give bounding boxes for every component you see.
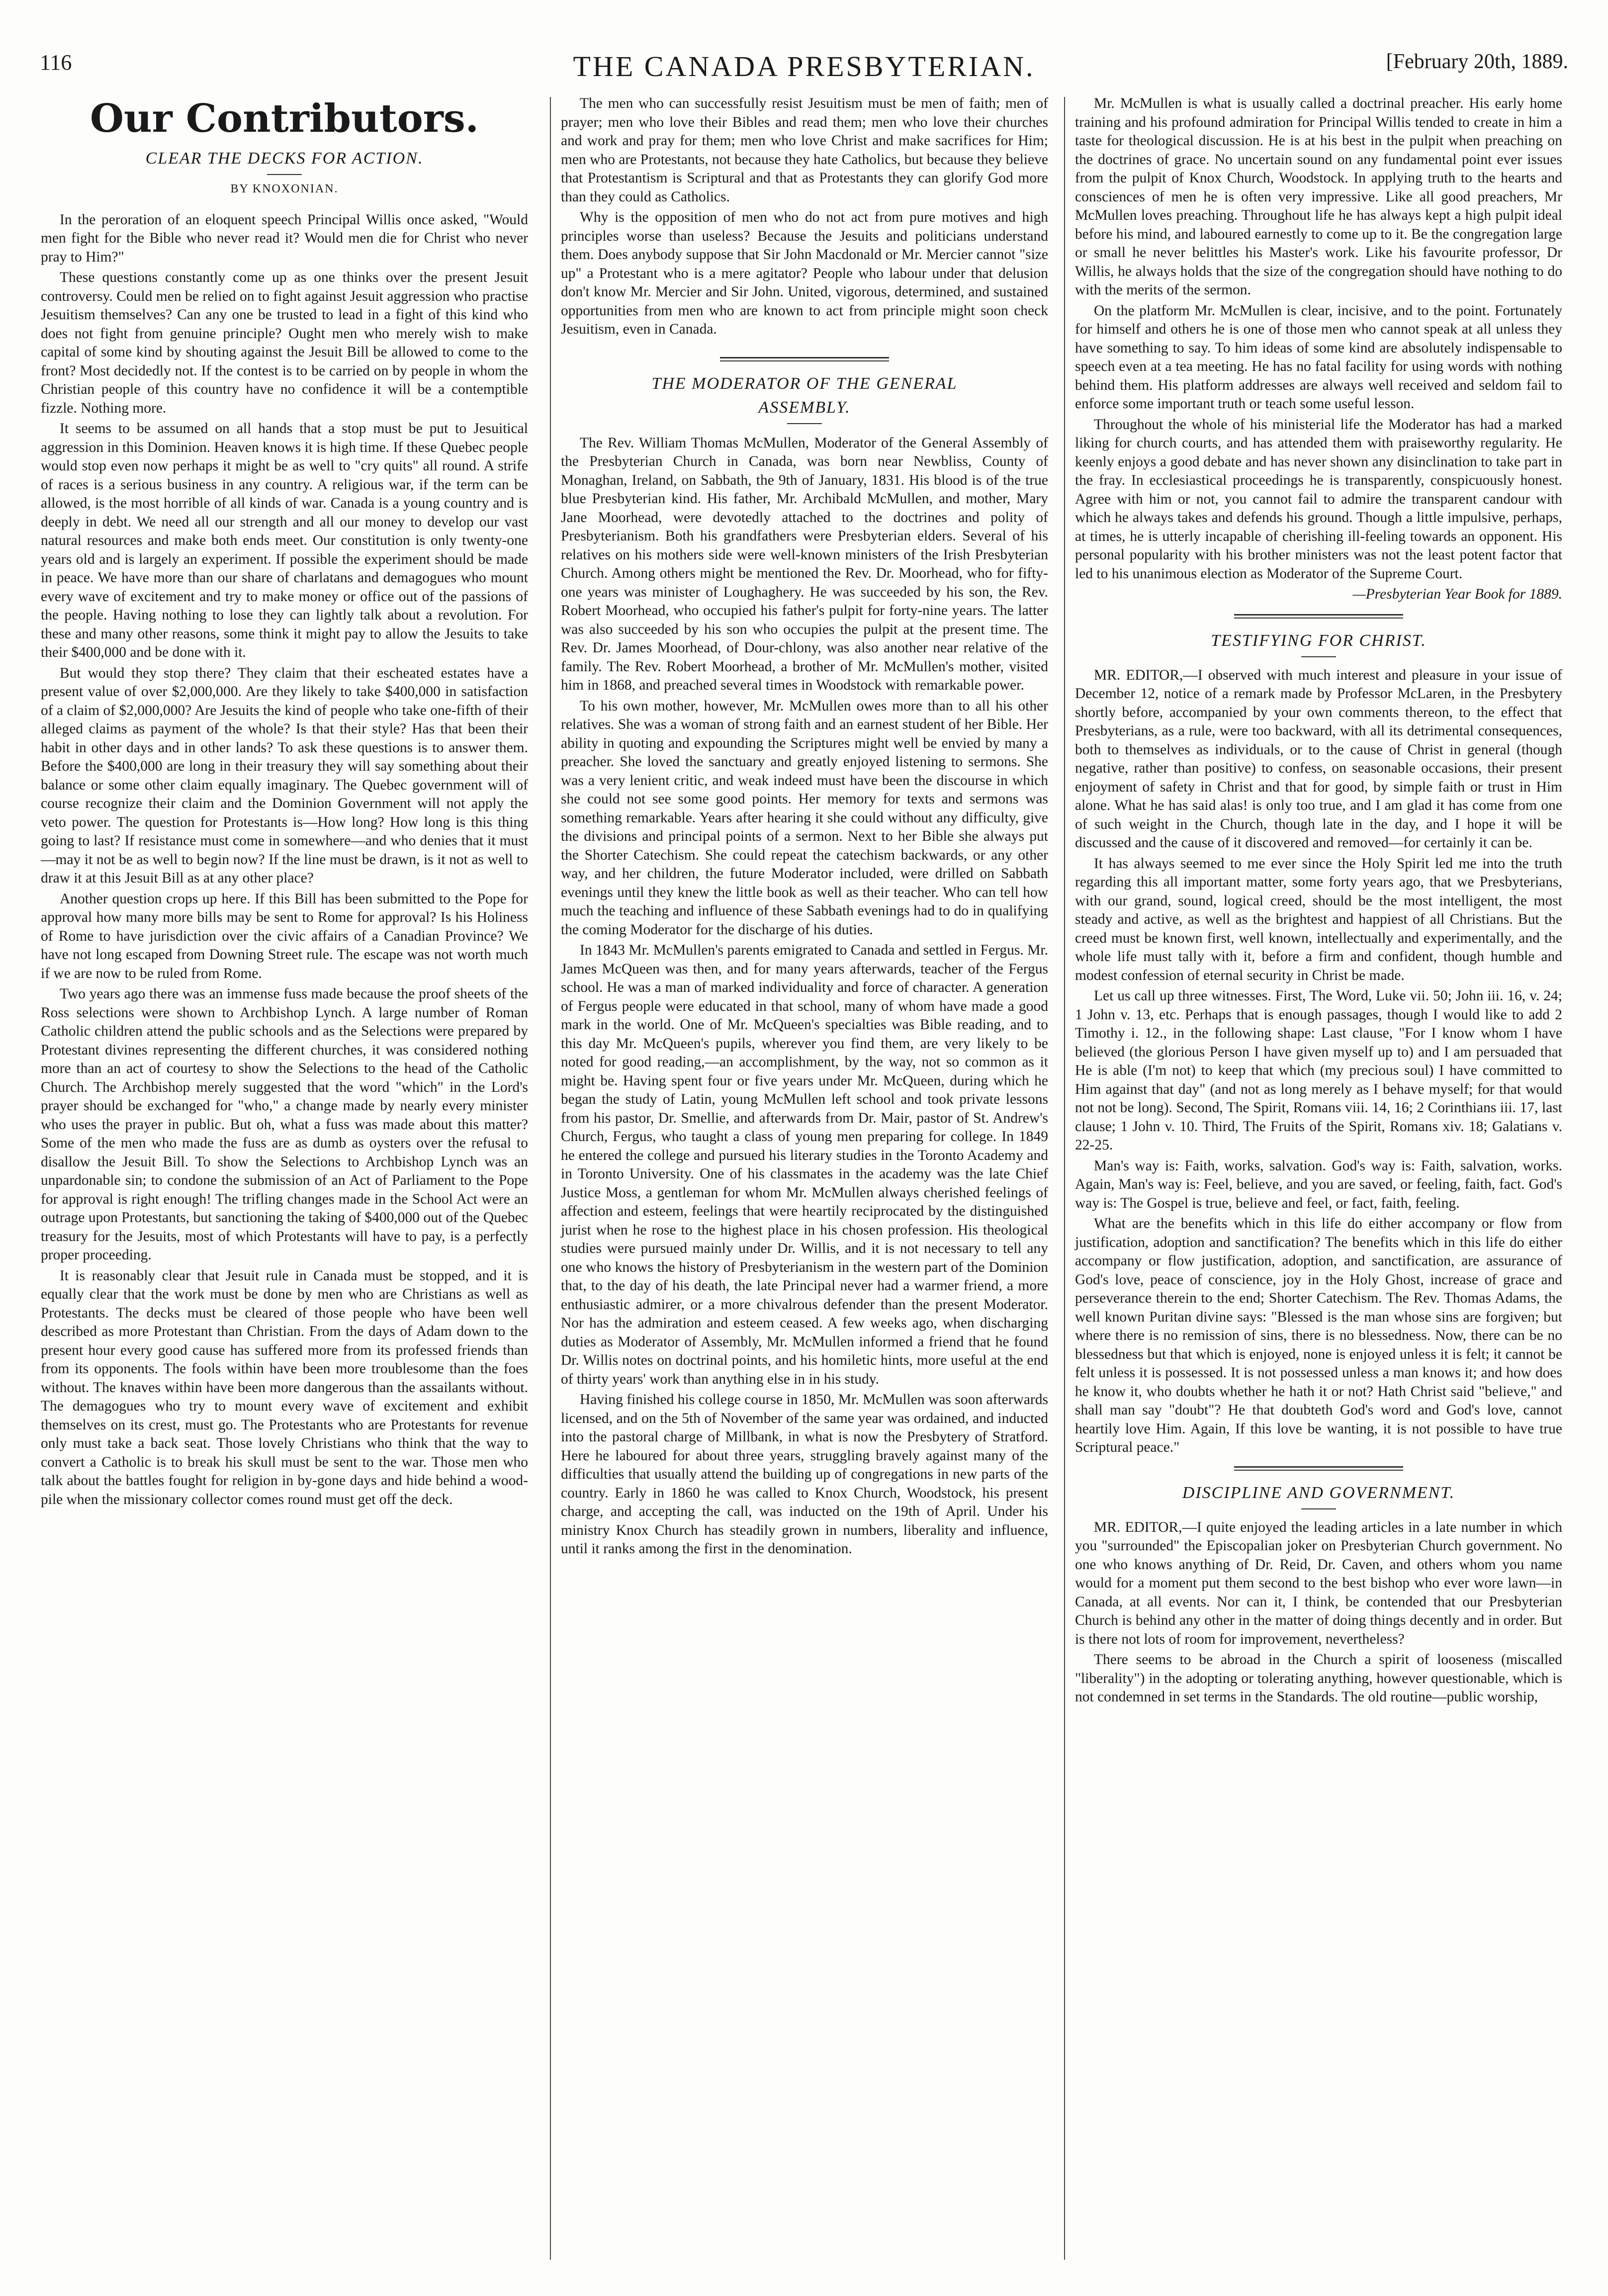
title-rule (787, 423, 822, 424)
article-byline: BY KNOXONIAN. (230, 182, 339, 195)
article-paragraph: MR. EDITOR,—I observed with much interest and pleasure in your issue of December 12, notice of a remark made by Professor McLaren, in the Presbytery shortly before, accompanied by your own comments thereon, to the effect that Presbyterians, as a rule, were too backward, with all its detrimental consequences, both to themselves as individuals, or to the cause of Christ in general (though negative, rather than positive) to confess, on seasonable occasions, their present enjoyment of safety in Christ and that for good, by simple faith or trust in Him alone. What he has said alas! is only too true, and I am glad it has come from one of such weight in the Church, though late in the day, and I hope it will be discussed and the cause of it discovered and removed—for certainly it can be. (1075, 667, 1562, 851)
article-paragraph: Having finished his college course in 1850, Mr. McMullen was soon afterwards licensed, and on the 5th of November of the same year was ordained, and inducted into the pastoral charge of Millbank, in what is now the Presbytery of Stratford. Here he laboured for about three years, struggling bravely against many of the difficulties that usually attend the building up of congregations in new parts of the country. Early in 1860 he was called to Knox Church, Woodstock, his present charge, and accepting the call, was inducted on the 19th of April. Under his ministry Knox Church has steadily grown in numbers, liberality and influence, until it ranks among the first in the denomination. (561, 1392, 1048, 1557)
article-paragraph: It is reasonably clear that Jesuit rule in Canada must be stopped, and it is equally clear that the work must be done by men who are Christians as well as Protestants. The decks must be cleared of those people who have been well described as more Protestant than Christian. From the days of Adam down to the present hour every good cause has suffered more from its professed friends than from its opponents. The fools within have been more troublesome than the foes without. The knaves within have been more dangerous than the assailants without. The demagogues who try to mount every wave of excitement and exhibit themselves on its crest, must go. The Protestants who are Protestants for revenue only must take a back seat. Those lovely Christians who think that the way to convert a Catholic is to break his skull must be sent to the war. Those men who talk about the battles fought for religion in by-gone days and hide behind a wood-pile when the missionary collector comes round must get off the deck. (41, 1267, 528, 1507)
column-divider (1064, 97, 1065, 2260)
page-header (40, 50, 1568, 89)
article-paragraph: Let us call up three witnesses. First, The Word, Luke vii. 50; John iii. 16, v. 24; 1 John v. 13, etc. Perhaps that is enough passages, though I would like to add 2 Timothy i. 12., in the following shape: Last clause, "For I know whom I have believed (the glorious Person I have given myself up to) and I am persuaded that He is able (I'm not) to keep that which (my precious soul) I have committed to Him against that day" (and not as long merely as I behave myself; for that would not not be long). Second, The Spirit, Romans viii. 14, 16; 2 Corinthians iii. 17, last clause; 1 John v. 10. Third, The Fruits of the Spirit, Romans xiv. 18; Galatians v. 22-25. (1075, 988, 1562, 1153)
newspaper-title: THE CANADA PRESBYTERIAN. (573, 50, 1035, 83)
article-paragraph: To his own mother, however, Mr. McMullen owes more than to all his other relatives. She was a woman of strong faith and an earnest student of her Bible. Her ability in quoting and expounding the Scriptures might well be envied by many a preacher. She loved the sanctuary and greatly enjoyed listening to sermons. She was a very lenient critic, and weak indeed must have been the discourse in which she could not see some good points. Her memory for texts and sermons was something remarkable. Years after hearing it she could without any difficulty, give the divisions and principal points of a sermon. Next to her Bible she always put the Shorter Catechism. She could repeat the catechism backwards, or any other way, and her children, the future Moderator included, were drilled on Sabbath evenings until they knew the little book as well as their teacher. Who can tell how much the teaching and influence of these Sabbath evenings had to do in qualifying the coming Moderator for the discharge of his duties. (561, 698, 1048, 938)
article-paragraph: It has always seemed to me ever since the Holy Spirit led me into the truth regarding this all important matter, some forty years ago, that we Presbyterians, with our grand, sound, logical creed, should be the most intelligent, the most steady and active, as well as the brightest and happiest of all Christians. But the creed must be known first, well known, intellectually and experimentally, and the whole life must tally with it, before a firm and confident, though humble and modest confession of eternal security in Christ be made. (1075, 855, 1562, 983)
article-paragraph: Why is the opposition of men who do not act from pure motives and high principles worse than useless? Because the Jesuits and politicians understand them. Does anybody suppose that Sir John Macdonald or Mr. Mercier cannot "size up" a Protestant who is a mere agitator? People who labour under that delusion don't know Mr. Mercier and Sir John. United, vigorous, determined, and sustained opportunities from men who are known to act from principle might soon check Jesuitism, even in Canada. (561, 209, 1048, 337)
section-rule (1234, 1466, 1403, 1471)
article-title-moderator: THE MODERATOR OF THE GENERAL (651, 374, 958, 393)
article-paragraph: But would they stop there? They claim that their escheated estates have a present value of over $2,000,000. Are they likely to take $400,000 in satisfaction of a claim of $2,000,000? Are Jesuits the kind of people who take one-fifth of their alleged claims as payment of the whole? Is that their style? Has that been their habit in other days and in other lands? To ask these questions is to answer them. Before the $400,000 are long in their treasury they will say something about their balance or some other claim equally imaginary. The Quebec government will of course recognize their claim and the Dominion Government will not apply the veto power. The question for Protestants is—How long? How long is this thing going to last? If resistance must come in somewhere—and who denies that it must—may it not be as well to begin now? If the line must be drawn, is it not as well to draw it at this Jesuit Bill as at any other place? (41, 665, 528, 886)
article-paragraph: On the platform Mr. McMullen is clear, incisive, and to the point. Fortunately for himself and others he is one of those men who cannot speak at all unless they have something to say. To him ideas of some kind are absolutely indispensable to speech even at a tea meeting. He has no fatal facility for using words with nothing behind them. His platform addresses are always well received and seldom fail to enforce some important truth or teach some useful lesson. (1075, 302, 1562, 412)
article-paragraph: MR. EDITOR,—I quite enjoyed the leading articles in a late number in which you "surrounded" the Episcopalian joker on Presbyterian Church government. No one who knows anything of Dr. Reid, Dr. Caven, and others whom you name would for a moment put them second to the best bishop who ever wore lawn—in Canada, at all events. Nor can it, I think, be contended that our Presbyterian Church is behind any other in the matter of doing things decently and in order. But is there not lots of room for improvement, nevertheless? (1075, 1519, 1562, 1647)
article-paragraph: Man's way is: Faith, works, salvation. God's way is: Faith, salvation, works. Again, Man's way is: Feel, believe, and you are saved, or feeling, faith, fact. God's way is: The Gospel is true, believe and feel, or fact, faith, feeling. (1075, 1157, 1562, 1211)
column-3 (1075, 94, 1562, 1709)
article-title-discipline: DISCIPLINE AND GOVERNMENT. (1182, 1483, 1455, 1502)
section-masthead: Our Contributors. (90, 96, 479, 141)
article-paragraph: Throughout the whole of his ministerial life the Moderator has had a marked liking for church courts, and has attended them with praiseworthy regularity. He keenly enjoys a good debate and has never shown any disinclination to take part in the fray. In ecclesiastical proceedings he is transparently, conspicuously honest. Agree with him or not, you cannot fail to admire the transparent candour with which he always takes and defends his ground. Though a little impulsive, perhaps, at times, he is utterly incapable of cherishing ill-feeling towards an opponent. His personal popularity with his brother ministers was not the least potent factor that led to his unanimous election as Moderator of the Supreme Court. (1075, 416, 1562, 582)
article-paragraph: The Rev. William Thomas McMullen, Moderator of the General Assembly of the Presbyterian Church in Canada, was born near Newbliss, County of Monaghan, Ireland, on Sabbath, the 9th of January, 1831. His blood is of the true blue Presbyterian kind. His father, Mr. Archibald McMullen, and mother, Mary Jane Moorhead, were devotedly attached to the doctrines and polity of Presbyterianism. Both his grandfathers were Presbyterian elders. Several of his relatives on his mothers side were well-known ministers of the Irish Presbyterian Church. Among others might be mentioned the Rev. Dr. Moorhead, who for fifty-one years was minister of Loughaghery. He was succeeded by his son, the Rev. Robert Moorhead, who occupied his father's pulpit for forty-nine years. The latter was also succeeded by his son who occupies the pulpit at the present time. The Rev. Dr. James Moorhead, of Dour-chlony, was also another near relative of the family. The Rev. Robert Moorhead, a brother of Mr. McMullen's mother, visited him in 1868, and preached several times in Woodstock with remarkable power. (561, 435, 1048, 693)
article-paragraph: Mr. McMullen is what is usually called a doctrinal preacher. His early home training and his profound admiration for Principal Willis tended to create in him a taste for theological discussion. He is at his best in the pulpit when preaching on the doctrines of grace. No uncertain sound on any fundamental point ever issues from the pulpit of Knox Church, Woodstock. In applying truth to the hearts and consciences of men he is often very impressive. Like all good preachers, Mr McMullen loves preaching. Throughout life he has always kept a high pulpit ideal before his mind, and laboured earnestly to come up to it. Be the congregation large or small he never belittles his Master's work. Like his favourite professor, Dr Willis, he always holds that the size of the congregation should have nothing to do with the merits of the sermon. (1075, 95, 1562, 298)
article-paragraph: These questions constantly come up as one thinks over the present Jesuit controversy. Could men be relied on to fight against Jesuit aggression who practise Jesuitism themselves? Can any one be trusted to lead in a fight of this kind who does not fight from genuine principle? Ought men who merely wish to make capital of some kind by shouting against the Jesuit Bill be allowed to come to the front? Most decidedly not. If the contest is to be carried on by people in whom the Christian people of this country have no confidence it will be a contemptible fizzle. Nothing more. (41, 269, 528, 416)
page-number: 116 (40, 50, 72, 75)
title-rule (1301, 656, 1336, 657)
article-paragraph: In the peroration of an eloquent speech Principal Willis once asked, "Would men fight for the Bible who never read it? Would men die for Christ who never pray to Him?" (41, 211, 528, 265)
article-paragraph: Another question crops up here. If this Bill has been submitted to the Pope for approval how many more bills may be sent to Rome for approval? Is his Holiness of Rome to have jurisdiction over the civic affairs of a Canadian Province? We have not long escaped from Downing Street rule. The escape was not worth much if we are now to be ruled from Rome. (41, 890, 528, 981)
article-paragraph: Two years ago there was an immense fuss made because the proof sheets of the Ross selections were shown to Archbishop Lynch. A large number of Roman Catholic children attend the public schools and as the Selections were prepared by Protestant divines representing the different churches, it was considered nothing more than an act of courtesy to show the Selections to the head of the Catholic Church. The Archbishop merely suggested that the word "which" in the Lord's prayer should be exchanged for "who," a change made by nearly every minister who uses the prayer in public. But oh, what a fuss was made about this matter? Some of the men who made the fuss are as dumb as oysters over the refusal to disallow the Jesuit Bill. To show the Selections to Archbishop Lynch was an unpardonable sin; to condone the submission of an Act of Parliament to the Pope for approval is right enough! The trifling changes made in the School Act were an outrage upon Protestants, but sanctioning the taking of $400,000 out of the Quebec treasury for the Jesuits, most of which Protestants will have to pay, is a perfectly proper proceeding. (41, 986, 528, 1263)
article-paragraph: It seems to be assumed on all hands that a stop must be put to Jesuitical aggression in this Dominion. Heaven knows it is high time. If these Quebec people would stop even now perhaps it might be as well to "cry quits" all round. A strife of races is a serious business in any country. A religious war, if the term can be allowed, is the most horrible of all kinds of war. Canada is a young country and is deeply in debt. We need all our strength and all our money to develop our vast natural resources and make both ends meet. Our constitution is only twenty-one years old and is largely an experiment. If possible the experiment should be made in peace. We have more than our share of charlatans and demagogues who mount every wave of excitement and try to make money or office out of the passions of the people. Having nothing to lose they can lightly talk about a revolution. For these and many other reasons, some think it might pay to allow the Jesuits to take their $400,000 and be done with it. (41, 421, 528, 660)
section-rule (720, 357, 889, 361)
article-paragraph: The men who can successfully resist Jesuitism must be men of faith; men of prayer; men who love their Bibles and read them; men who love their churches and work and pray for them; men who love Christ and make sacrifices for Him; men who are Protestants, not because they hate Catholics, but because they believe that Protestantism is Scriptural and that as Protestants they can glorify God more than they could as Catholics. (561, 95, 1048, 205)
column-1 (41, 94, 528, 1511)
section-rule (1234, 614, 1403, 618)
article-title-decks: CLEAR THE DECKS FOR ACTION. (145, 149, 424, 168)
title-rule (267, 174, 302, 175)
article-title-testifying: TESTIFYING FOR CHRIST. (1211, 631, 1427, 650)
article-paragraph: In 1843 Mr. McMullen's parents emigrated to Canada and settled in Fergus. Mr. James McQueen was then, and for many years afterwards, teacher of the Fergus school. He was a man of marked individuality and force of character. A generation of Fergus people were educated in that school, many of whom have made a good mark in the world. One of Mr. McQueen's specialties was Bible reading, and to this day Mr. McQueen's pupils, wherever you find them, are very likely to be noted for good reading,—an accomplishment, by the way, not so common as it might be. Having spent four or five years under Mr. McQueen, during which he began the study of Latin, young McMullen left school and took private lessons from his pastor, Dr. Smellie, and afterwards from Dr. Mair, pastor of St. Andrew's Church, Fergus, who taught a class of young men preparing for college. In 1849 he entered the college and pursued his literary studies in the Toronto Academy and in Toronto University. One of his classmates in the academy was the late Chief Justice Moss, a gentleman for whom Mr. McMullen always cherished feelings of affection and esteem, feelings that were heartily reciprocated by the distinguished jurist when he rose to the highest place in his chosen profession. His theological studies were pursued mainly under Dr. Willis, and it is not necessary to tell any one who knows the history of Presbyterianism in the western part of the Dominion that, to the day of his death, the late Principal never had a warmer friend, a more enthusiastic admirer, or a more chivalrous defender than the present Moderator. Nor has the admiration and esteem ceased. A few weeks ago, when discharging duties as Moderator of Assembly, Mr. McMullen informed a friend that he found Dr. Willis notes on doctrinal points, and his homiletic hints, more useful at the end of thirty years' work than anything else in in his study. (561, 942, 1048, 1387)
issue-date: [February 20th, 1889. (1386, 50, 1568, 73)
article-paragraph: There seems to be abroad in the Church a spirit of looseness (miscalled "liberality") in the adopting or tolerating anything, however questionable, which is not condemned in set terms in the Standards. The old routine—public worship, (1075, 1652, 1562, 1705)
article-source: —Presbyterian Year Book for 1889. (1352, 586, 1562, 602)
article-paragraph: What are the benefits which in this life do either accompany or flow from justification, adoption and sanctification? The benefits which in this life do either accompany or flow justification, adoption, and sanctification, are assurance of God's love, peace of conscience, joy in the Holy Ghost, increase of grace and perseverance therein to the end; Shorter Catechism. The Rev. Thomas Adams, the well known Puritan divine says: "Blessed is the man whose sins are forgiven; but where there is no remission of sins, there is no blessedness. Now, there can be no blessedness but that which is enjoyed, none is enjoyed unless it is felt; it cannot be felt unless it is possessed. It is not possessed unless a man knows it; and how does he know it, who doubts whether he hath it or not? Hath Christ said "believe," and shall man say "doubt"? He that doubteth God's word and God's love, cannot heartily love Him. Again, If this love be wanting, it is not possible to have true Scriptural peace." (1075, 1216, 1562, 1455)
column-2 (561, 94, 1048, 1561)
title-rule (1301, 1508, 1336, 1509)
column-divider (550, 97, 551, 2260)
article-title-moderator-line2: ASSEMBLY. (758, 398, 851, 417)
